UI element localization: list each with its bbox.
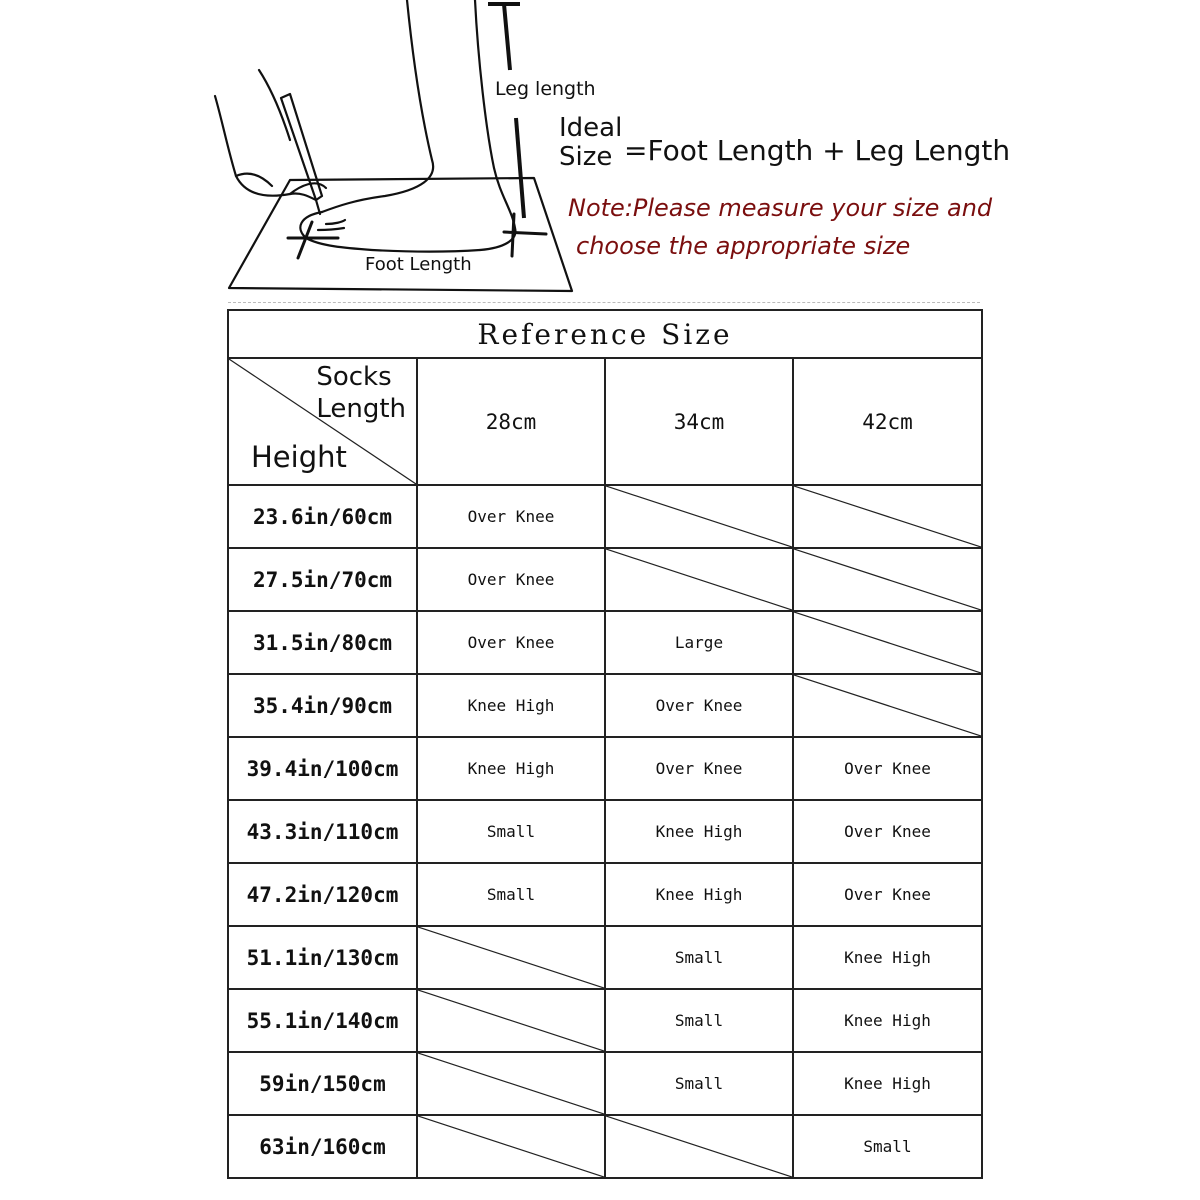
leg-length-label: Leg length: [495, 78, 596, 100]
not-available-cell: [417, 1052, 605, 1115]
socks-length-label: [316, 361, 406, 425]
length-label: Length: [316, 394, 406, 424]
size-value-cell: Over Knee: [793, 737, 982, 800]
height-cell: 39.4in/100cm: [228, 737, 417, 800]
not-available-cell: [417, 1115, 605, 1178]
size-value-cell: Knee High: [793, 1052, 982, 1115]
formula-size-word: Size: [559, 142, 613, 172]
not-available-cell: [605, 1115, 793, 1178]
height-cell: 63in/160cm: [228, 1115, 417, 1178]
size-value-cell: Small: [417, 800, 605, 863]
corner-header-cell: [228, 358, 417, 485]
table-row: [228, 989, 982, 1052]
not-available-diagonal: [794, 675, 981, 736]
table-row: [228, 485, 982, 548]
height-cell: 35.4in/90cm: [228, 674, 417, 737]
not-available-cell: [793, 674, 982, 737]
table-title: Reference Size: [228, 310, 982, 358]
height-cell: 31.5in/80cm: [228, 611, 417, 674]
size-value-cell: Over Knee: [793, 800, 982, 863]
column-header-42cm: 42cm: [793, 358, 982, 485]
table-row: [228, 674, 982, 737]
size-value-cell: Over Knee: [417, 548, 605, 611]
size-value-cell: Small: [605, 926, 793, 989]
not-available-cell: [417, 926, 605, 989]
size-value-cell: Over Knee: [417, 611, 605, 674]
table-row: [228, 1115, 982, 1178]
divider: [228, 302, 980, 304]
size-value-cell: Over Knee: [793, 863, 982, 926]
foot-outline: [300, 212, 480, 252]
column-header-34cm: 34cm: [605, 358, 793, 485]
size-value-cell: Knee High: [605, 863, 793, 926]
formula-ideal-word: Ideal: [559, 113, 623, 143]
table-row: [228, 737, 982, 800]
height-cell: 51.1in/130cm: [228, 926, 417, 989]
socks-label: Socks: [316, 362, 392, 392]
reference-size-table: [227, 309, 983, 1179]
not-available-diagonal: [418, 1116, 604, 1177]
foot-length-marker: [288, 222, 338, 258]
not-available-cell: [793, 548, 982, 611]
not-available-diagonal: [418, 1053, 604, 1114]
not-available-diagonal: [418, 927, 604, 988]
not-available-diagonal: [794, 612, 981, 673]
size-value-cell: Over Knee: [417, 485, 605, 548]
leg-length-marker: [488, 4, 520, 70]
size-value-cell: Small: [793, 1115, 982, 1178]
size-value-cell: Small: [605, 989, 793, 1052]
height-cell: 27.5in/70cm: [228, 548, 417, 611]
hand-outline: [215, 96, 316, 200]
column-header-28cm: 28cm: [417, 358, 605, 485]
size-value-cell: Knee High: [793, 926, 982, 989]
foot-length-label: Foot Length: [365, 254, 472, 275]
not-available-diagonal: [794, 486, 981, 547]
size-value-cell: Knee High: [605, 800, 793, 863]
height-cell: 23.6in/60cm: [228, 485, 417, 548]
not-available-cell: [605, 548, 793, 611]
note-line-1: Note:Please measure your size and: [568, 194, 993, 222]
note-line-2: choose the appropriate size: [576, 232, 911, 260]
height-cell: 47.2in/120cm: [228, 863, 417, 926]
not-available-cell: [605, 485, 793, 548]
size-value-cell: Knee High: [417, 737, 605, 800]
size-value-cell: Over Knee: [605, 674, 793, 737]
not-available-diagonal: [606, 1116, 792, 1177]
not-available-cell: [417, 989, 605, 1052]
height-cell: 59in/150cm: [228, 1052, 417, 1115]
size-value-cell: Knee High: [793, 989, 982, 1052]
size-value-cell: Knee High: [417, 674, 605, 737]
table-row: [228, 926, 982, 989]
not-available-cell: [793, 611, 982, 674]
table-row: [228, 800, 982, 863]
size-value-cell: Small: [417, 863, 605, 926]
height-cell: 55.1in/140cm: [228, 989, 417, 1052]
height-label: Height: [251, 440, 347, 474]
not-available-diagonal: [606, 549, 792, 610]
size-value-cell: Small: [605, 1052, 793, 1115]
not-available-diagonal: [418, 990, 604, 1051]
table-row: [228, 863, 982, 926]
not-available-diagonal: [794, 549, 981, 610]
size-value-cell: Large: [605, 611, 793, 674]
not-available-cell: [793, 485, 982, 548]
size-value-cell: Over Knee: [605, 737, 793, 800]
table-row: [228, 611, 982, 674]
table-row: [228, 1052, 982, 1115]
table-row: [228, 548, 982, 611]
height-cell: 43.3in/110cm: [228, 800, 417, 863]
not-available-diagonal: [606, 486, 792, 547]
formula-equation: =Foot Length + Leg Length: [624, 134, 1011, 167]
